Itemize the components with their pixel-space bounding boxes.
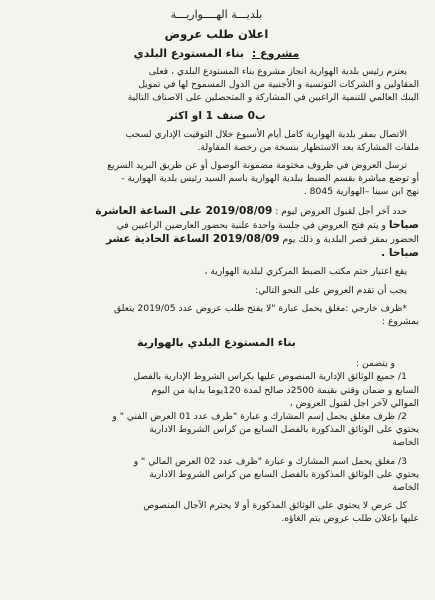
outer-envelope-line: بمشروع : bbox=[381, 316, 419, 328]
files-line: الاتصال بمقر بلدية الهوارية كامل أيام الأسبوع خلال التوقيت الإداري لسحب bbox=[125, 128, 407, 140]
project-prefix: مشروع : bbox=[251, 47, 300, 60]
notice-title: اعلان طلب عروض bbox=[164, 27, 269, 41]
outer-envelope-line: *ظرف خارجي :مغلق يحمل عبارة "لا يفتح طلب عروض عدد 2019/05 يتعلق bbox=[114, 302, 407, 314]
files-paragraph bbox=[14, 128, 419, 154]
opening-date: 2019/08/09 الساعة الحادية عشر bbox=[106, 233, 280, 246]
intro-line: البنك العالمي للتنمية الراغبين في المشاركة و المتحصلين على الاصناف التالية bbox=[127, 92, 419, 104]
contents-intro: و يتضمن : bbox=[356, 358, 395, 370]
deadline-time: صباحا bbox=[388, 218, 419, 231]
deadline-date: 2019/08/09 على الساعة العاشرة bbox=[95, 204, 273, 217]
opening-location: الحضور بمقر قصر البلدية و ذلك يوم bbox=[282, 234, 419, 246]
opening-time: صباحا . bbox=[381, 247, 419, 260]
closing-line: عليها بإعلان طلب عروض يتم الغاؤه. bbox=[281, 513, 419, 525]
opening-text: و يتم فتح العروض في جلسة واحدة علنية بحضور العارضين الراغبين في bbox=[116, 219, 386, 231]
deadline-label: حدد آخر أجل لقبول العروض ليوم : bbox=[275, 205, 407, 217]
closing-paragraph bbox=[14, 499, 419, 525]
contents-item bbox=[14, 370, 419, 410]
deadline-line bbox=[14, 246, 419, 260]
section-title: بناء المستودع البلدي بالهوارية bbox=[137, 336, 296, 350]
item-line: الخاصة bbox=[392, 482, 419, 494]
project-name: بناء المستودع البلدي bbox=[133, 47, 245, 60]
deadline-line bbox=[14, 204, 419, 218]
item-line: الموالي لآخر اجل لقبول العروض ، bbox=[289, 397, 419, 409]
closing-line: كل عرض لا يحتوي على الوثائق المذكورة أو لا يحترم الآجال المنصوص bbox=[143, 500, 407, 512]
deadline-line bbox=[14, 232, 419, 246]
item-line: 2/ ظرف مغلق يحمل إسم المشارك و عبارة "ظرف عدد 01 العرض الفني " و bbox=[112, 411, 407, 423]
deadline-paragraph bbox=[14, 204, 419, 261]
outer-envelope-paragraph bbox=[14, 302, 419, 328]
format-intro: يجب أن تقدم العروض على النحو التالي: bbox=[255, 284, 407, 296]
municipality-name: بلديـــة الهــــواريـــة bbox=[170, 8, 263, 21]
item-line: الخاصة bbox=[392, 437, 419, 449]
item-line: يحتوي على الوثائق المذكورة بالفصل السابع من كراس الشروط الادارية bbox=[149, 424, 419, 436]
required-category: ب0 صنف 1 او اكثر bbox=[167, 109, 266, 122]
contents-item bbox=[14, 410, 419, 450]
submission-line: ترسل العروض في ظروف مختومة مضمونة الوصول أو عن طريق البريد السريع bbox=[107, 160, 407, 172]
item-line: السابع و ضمان وقتي بقيمة 2500د صالح لمدة 120يوما بداية من اليوم bbox=[151, 384, 419, 396]
deadline-line bbox=[14, 218, 419, 232]
item-line: يحتوي على الوثائق المذكورة بالفصل السابع من كراس الشروط الادارية bbox=[149, 468, 419, 480]
project-heading bbox=[14, 47, 419, 60]
intro-line: المقاولين و الشركات التونسية و الأجنبية من الدول المسموح لها في تمويل bbox=[138, 79, 419, 91]
submission-line: أو توضع مباشرة بقسم الضبط ببلدية الهوارية باسم السيد رئيس بلدية الهوارية - bbox=[121, 173, 419, 185]
submission-line: نهج ابن سينا –الهوارية 8045 . bbox=[303, 186, 419, 198]
files-line: ملفات المشاركة بعد الاستظهار بنسخة من رخصة المقاولة. bbox=[197, 141, 419, 153]
contents-item bbox=[14, 455, 419, 495]
item-line: 3/ مغلق يحمل اسم المشارك و عبارة "ظرف عدد 02 العرض المالي " و bbox=[133, 455, 407, 467]
submission-paragraph bbox=[14, 159, 419, 199]
stamp-note: يقع اعتبار ختم مكتب الضبط المركزي لبلدية الهوارية ، bbox=[204, 266, 407, 278]
intro-line: يعتزم رئيس بلدية الهوارية انجاز مشروع بناء المستودع البلدي ، فعلى bbox=[148, 66, 407, 77]
item-line: 1/ جميع الوثائق الإدارية المنصوص عليها بكراس الشروط الإدارية بالفصل bbox=[133, 371, 407, 383]
intro-paragraph bbox=[14, 65, 419, 105]
